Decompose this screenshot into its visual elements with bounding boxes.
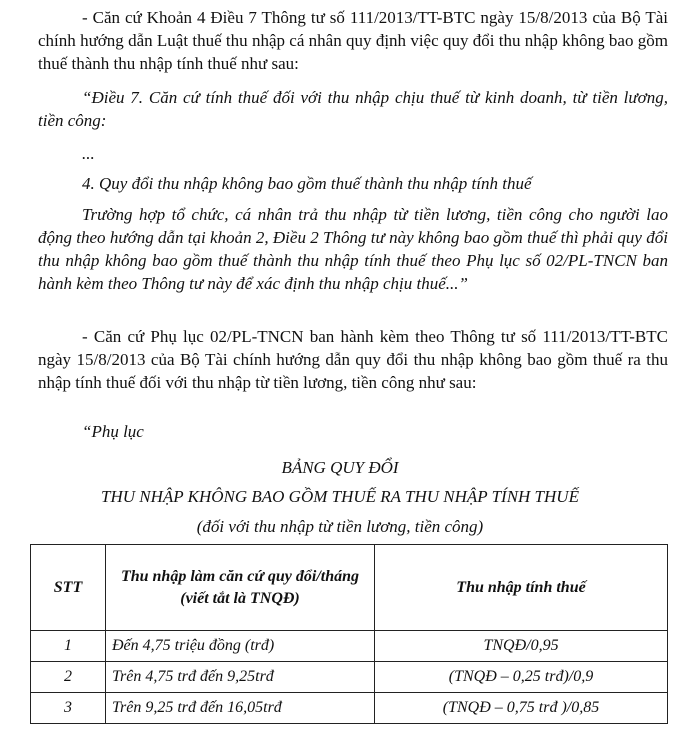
header-stt: STT [31,545,106,631]
header-base-income-line2: (viết tắt là TNQĐ) [180,589,300,607]
paragraph-section-4-title: 4. Quy đổi thu nhập không bao gồm thuế thành thu nhập tính thuế [82,174,532,193]
paragraph-legal-basis-1: - Căn cứ Khoản 4 Điều 7 Thông tư số 111/2013/TT-BTC ngày 15/8/2013 của Bộ Tài chính hướng dẫn Luật thuế thu nhập cá nhân quy định việc quy đổi thu nhập không bao gồm thuế thành thu nhập tính thuế như sau: [38,8,668,73]
header-base-income-line1: Thu nhập làm căn cứ quy đổi/tháng [120,567,360,585]
table-row [31,662,668,693]
table-header-row [31,545,668,631]
cell-base-income: Trên 4,75 trđ đến 9,25trđ [106,662,375,693]
header-base-income [106,545,375,631]
paragraph-article-7-quote: “Điều 7. Căn cứ tính thuế đối với thu nhập chịu thuế từ kinh doanh, từ tiền lương, tiền công: [38,88,668,130]
cell-taxable-income: TNQĐ/0,95 [375,631,668,662]
table-heading-subtitle: THU NHẬP KHÔNG BAO GỒM THUẾ RA THU NHẬP TÍNH THUẾ [101,487,579,506]
table-heading-title: BẢNG QUY ĐỔI [281,458,399,477]
cell-stt: 2 [31,662,106,693]
table-heading-note: (đối với thu nhập từ tiền lương, tiền công) [196,517,484,536]
cell-base-income: Trên 9,25 trđ đến 16,05trđ [106,693,375,724]
table-row [31,693,668,724]
paragraph-legal-basis-2: - Căn cứ Phụ lục 02/PL-TNCN ban hành kèm theo Thông tư số 111/2013/TT-BTC ngày 15/8/2013 của Bộ Tài chính hướng dẫn quy đổi thu nhập không bao gồm thuế ra thu nhập tính thuế đối với thu nhập từ tiền lương, tiền công như sau: [38,327,668,392]
paragraph-section-4-body: Trường hợp tổ chức, cá nhân trả thu nhập từ tiền lương, tiền công cho người lao động theo hướng dẫn tại khoản 2, Điều 2 Thông tư này không bao gồm thuế thì phải quy đổi thu nhập không bao gồm thuế thành thu nhập tính thuế theo Phụ lục số 02/PL-TNCN ban hành kèm theo Thông tư này để xác định thu nhập chịu thuế...” [38,205,668,293]
cell-taxable-income: (TNQĐ – 0,25 trđ)/0,9 [375,662,668,693]
cell-stt: 1 [31,631,106,662]
header-taxable-income: Thu nhập tính thuế [375,545,668,631]
paragraph-ellipsis: ... [82,144,95,163]
conversion-table [30,544,668,724]
cell-base-income: Đến 4,75 triệu đồng (trđ) [106,631,375,662]
cell-stt: 3 [31,693,106,724]
table-row [31,631,668,662]
paragraph-appendix-label: “Phụ lục [82,422,144,441]
cell-taxable-income: (TNQĐ – 0,75 trđ )/0,85 [375,693,668,724]
